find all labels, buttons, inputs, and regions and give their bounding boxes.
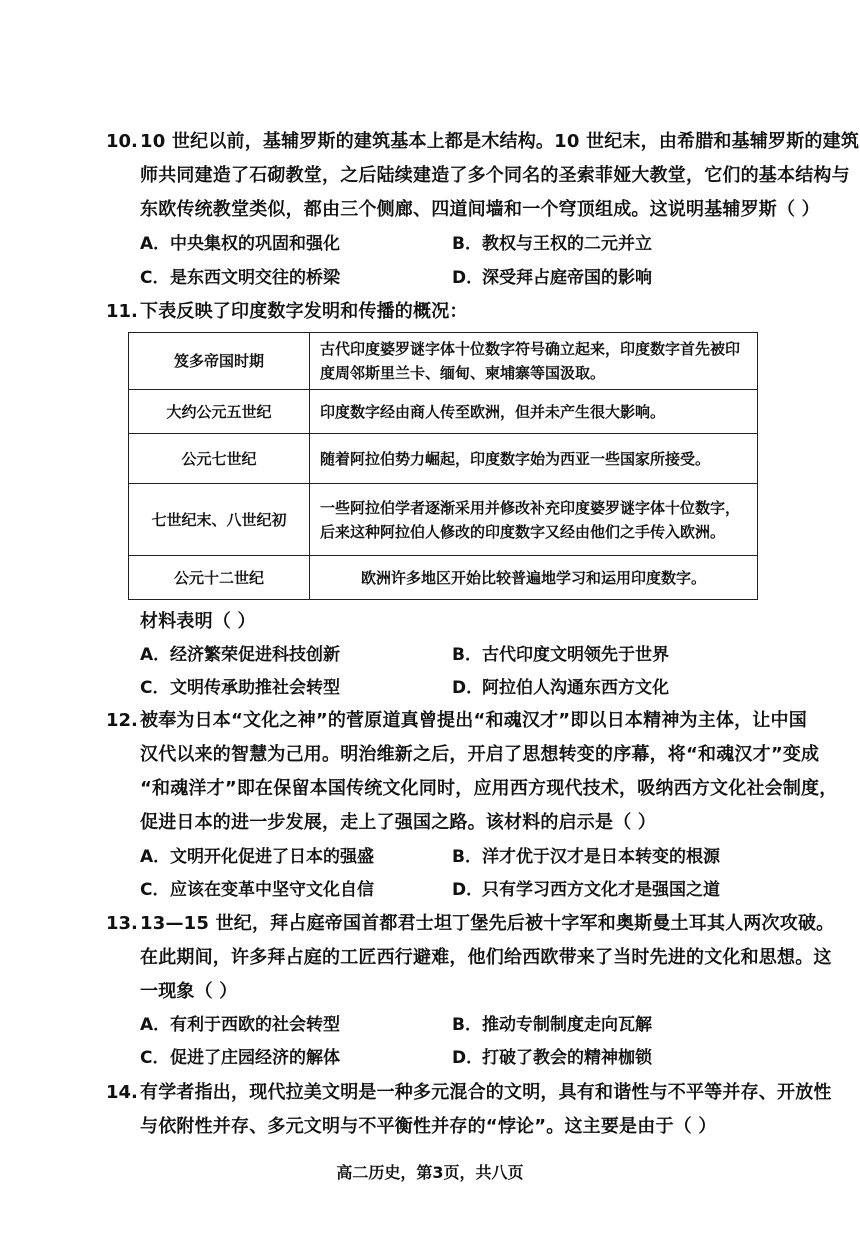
table-cell-period: 公元七世纪 <box>129 434 310 484</box>
page-footer: 高二历史，第3页，共八页 <box>336 1163 524 1182</box>
question-13-line-1: 13—15 世纪，拜占庭帝国首都君士坦丁堡先后被十字军和奥斯曼土耳其人两次攻破。 <box>140 913 835 934</box>
option-text: 经济繁荣促进科技创新 <box>170 645 340 665</box>
question-13-option-c[interactable] <box>140 1046 340 1070</box>
option-text: 推动专制制度走向瓦解 <box>482 1015 652 1035</box>
option-text: 教权与王权的二元并立 <box>482 234 652 254</box>
question-11-stem: 材料表明（ ） <box>140 611 256 632</box>
option-text: 洋才优于汉才是日本转变的根源 <box>482 847 720 867</box>
option-label: A． <box>140 847 171 867</box>
table-cell-description: 古代印度婆罗谜字体十位数字符号确立起来，印度数字首先被印度周邻斯里兰卡、缅甸、柬埔寨等国汲取。 <box>310 333 758 390</box>
option-text: 文明开化促进了日本的强盛 <box>170 847 374 867</box>
question-14-line-1: 有学者指出，现代拉美文明是一种多元混合的文明，具有和谐性与不平等并存、开放性 <box>140 1082 832 1103</box>
option-label: B． <box>452 645 482 665</box>
question-11-intro: 下表反映了印度数字发明和传播的概况： <box>140 301 468 322</box>
table-row <box>129 434 758 484</box>
question-10-option-b[interactable] <box>452 232 652 256</box>
question-14-number: 14. <box>106 1082 138 1103</box>
option-label: D． <box>452 1048 484 1068</box>
question-13-option-d[interactable] <box>452 1046 652 1070</box>
option-label: C． <box>140 678 170 698</box>
question-12-line-4: 促进日本的进一步发展，走上了强国之路。该材料的启示是（ ） <box>140 812 657 833</box>
question-13-line-3: 一现象（ ） <box>140 981 238 1002</box>
option-text: 打破了教会的精神枷锁 <box>482 1048 652 1068</box>
question-11-option-c[interactable] <box>140 676 340 700</box>
option-text: 深受拜占庭帝国的影响 <box>482 268 652 288</box>
table-cell-period: 七世纪末、八世纪初 <box>129 484 310 556</box>
question-12-option-b[interactable] <box>452 845 720 869</box>
table-row <box>129 333 758 390</box>
question-13-option-b[interactable] <box>452 1013 652 1037</box>
option-text: 阿拉伯人沟通东西方文化 <box>482 678 669 698</box>
india-numerals-table <box>128 332 758 600</box>
option-text: 古代印度文明领先于世界 <box>482 645 669 665</box>
question-10-option-c[interactable] <box>140 266 340 290</box>
table-cell-description: 欧洲许多地区开始比较普遍地学习和运用印度数字。 <box>310 556 758 600</box>
table-row <box>129 484 758 556</box>
question-10-option-a[interactable] <box>140 232 340 256</box>
question-11-number: 11. <box>106 301 138 322</box>
question-11-option-b[interactable] <box>452 643 669 667</box>
question-11-option-d[interactable] <box>452 676 669 700</box>
question-14-line-2: 与依附性并存、多元文明与不平衡性并存的“悖论”。这主要是由于（ ） <box>140 1116 717 1137</box>
question-10-line-1: 10 世纪以前，基辅罗斯的建筑基本上都是木结构。10 世纪末，由希腊和基辅罗斯的建筑 <box>140 131 860 152</box>
option-text: 促进了庄园经济的解体 <box>170 1048 340 1068</box>
option-label: C． <box>140 268 170 288</box>
question-12-option-d[interactable] <box>452 878 720 902</box>
table-cell-period: 公元十二世纪 <box>129 556 310 600</box>
option-text: 应该在变革中坚守文化自信 <box>170 880 374 900</box>
question-12-line-3: “和魂洋才”即在保留本国传统文化同时，应用西方现代技术，吸纳西方文化社会制度， <box>140 778 838 799</box>
question-13-option-a[interactable] <box>140 1013 340 1037</box>
option-label: C． <box>140 880 170 900</box>
option-label: A． <box>140 645 171 665</box>
question-10-option-d[interactable] <box>452 266 652 290</box>
table-row <box>129 390 758 434</box>
question-12-line-1: 被奉为日本“文化之神”的菅原道真曾提出“和魂汉才”即以日本精神为主体，让中国 <box>140 710 807 731</box>
table-cell-period: 笈多帝国时期 <box>129 333 310 390</box>
option-label: A． <box>140 234 171 254</box>
question-12-line-2: 汉代以来的智慧为己用。明治维新之后，开启了思想转变的序幕，将“和魂汉才”变成 <box>140 744 820 765</box>
option-label: B． <box>452 234 482 254</box>
option-label: D． <box>452 880 484 900</box>
option-label: D． <box>452 678 484 698</box>
question-13-line-2: 在此期间，许多拜占庭的工匠西行避难，他们给西欧带来了当时先进的文化和思想。这 <box>140 947 832 968</box>
question-13-number: 13. <box>106 913 138 934</box>
table-cell-description: 一些阿拉伯学者逐渐采用并修改补充印度婆罗谜字体十位数字，后来这种阿拉伯人修改的印度数字又经由他们之手传入欧洲。 <box>310 484 758 556</box>
option-label: B． <box>452 1015 482 1035</box>
question-12-option-a[interactable] <box>140 845 374 869</box>
table-cell-description: 随着阿拉伯势力崛起，印度数字始为西亚一些国家所接受。 <box>310 434 758 484</box>
question-12-option-c[interactable] <box>140 878 374 902</box>
option-label: C． <box>140 1048 170 1068</box>
option-label: D． <box>452 268 484 288</box>
option-text: 是东西文明交往的桥梁 <box>170 268 340 288</box>
option-text: 只有学习西方文化才是强国之道 <box>482 880 720 900</box>
question-10-line-3: 东欧传统教堂类似，都由三个侧廊、四道间墙和一个穹顶组成。这说明基辅罗斯（ ） <box>140 199 820 220</box>
option-text: 中央集权的巩固和强化 <box>170 234 340 254</box>
option-text: 有利于西欧的社会转型 <box>170 1015 340 1035</box>
question-12-number: 12. <box>106 710 138 731</box>
option-label: A． <box>140 1015 171 1035</box>
option-text: 文明传承助推社会转型 <box>170 678 340 698</box>
table-cell-description: 印度数字经由商人传至欧洲，但并未产生很大影响。 <box>310 390 758 434</box>
option-label: B． <box>452 847 482 867</box>
question-10-number: 10. <box>106 131 138 152</box>
table-cell-period: 大约公元五世纪 <box>129 390 310 434</box>
question-10-line-2: 师共同建造了石砌教堂，之后陆续建造了多个同名的圣索菲娅大教堂，它们的基本结构与 <box>140 165 850 186</box>
table-row <box>129 556 758 600</box>
question-11-option-a[interactable] <box>140 643 340 667</box>
